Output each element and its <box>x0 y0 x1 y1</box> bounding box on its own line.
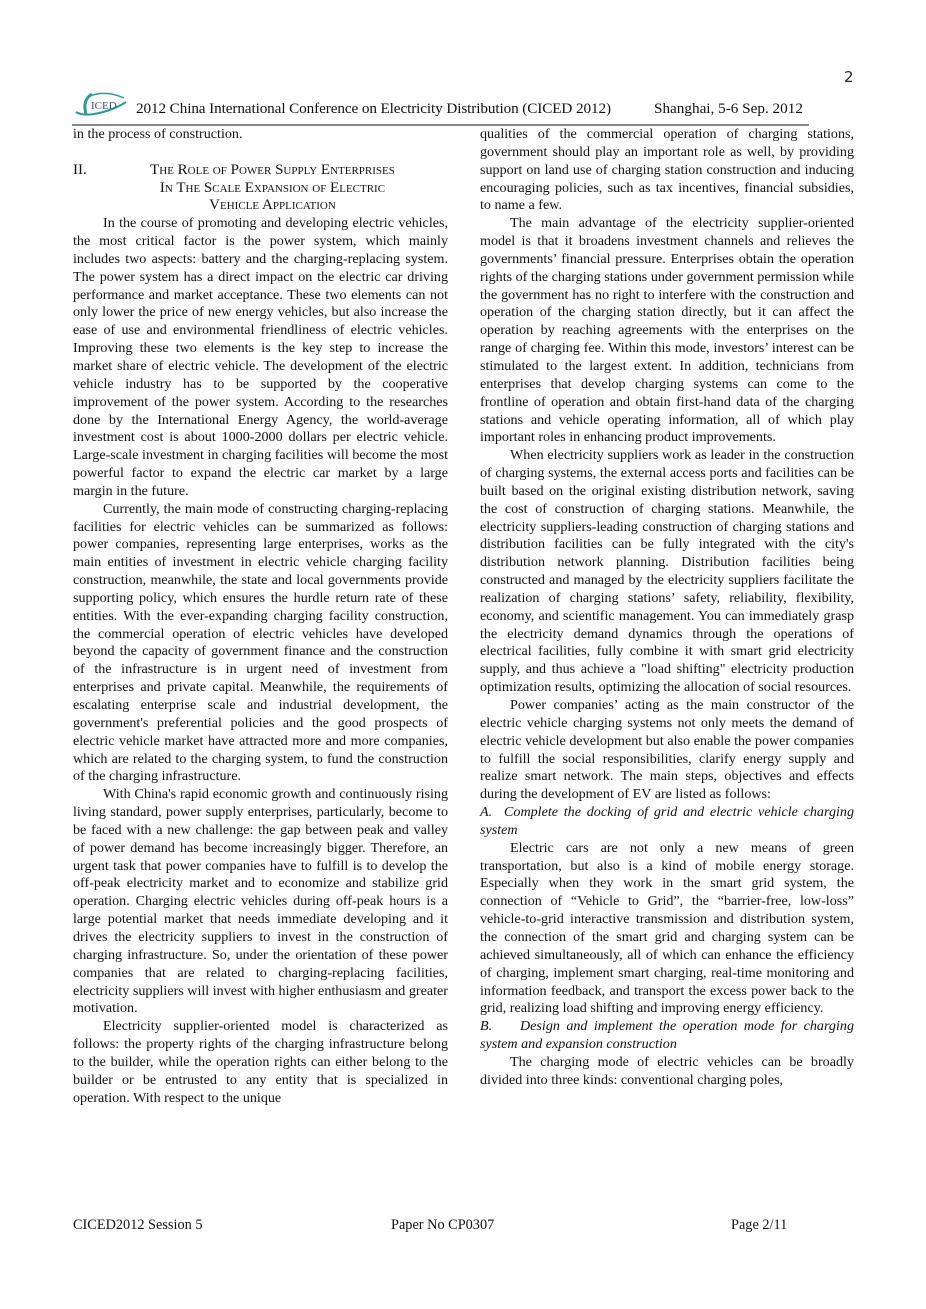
paragraph: Electricity supplier-oriented model is characterized as follows: the property rights of the charging infrastructure belong to the builder, while the operation rights can either belong to the builder or be entrusted to any entity that is specialized in operation. With respect to the unique <box>73 1018 448 1106</box>
subsection-letter: A. <box>480 804 493 821</box>
paragraph: Electric cars are not only a new means of green transportation, but also is a kind of mobile energy storage. Especially when they work in the smart grid system, the connection of “Vehicle to Grid”, the “barrier-free, low-loss” vehicle-to-grid interactive transmission and distribution system, the connection of the smart grid and charging system can be achieved simultaneously, all of which can enhance the efficiency of charging, implement smart charging, real-time monitoring and information feedback, and transport the excess power back to the grid, realizing load shifting and improving energy efficiency. <box>480 839 854 1017</box>
right-column <box>480 126 854 1090</box>
subsection-title: Complete the docking of grid and electric vehicle charging system <box>480 804 854 838</box>
footer-page: Page 2/11 <box>731 1217 788 1233</box>
conference-title: 2012 China International Conference on Electricity Distribution (CICED 2012) <box>136 100 611 117</box>
left-column <box>73 126 448 1107</box>
section-heading <box>73 162 448 215</box>
logo-text: ICED <box>91 100 117 112</box>
subsection-heading-b <box>480 1018 854 1054</box>
continuation-text: in the process of construction. <box>73 126 243 142</box>
footer-paper-number: Paper No CP0307 <box>391 1217 495 1233</box>
section-title-line: In The Scale Expansion of Electric <box>159 179 386 196</box>
paragraph: With China's rapid economic growth and continuously rising living standard, power supply enterprises, particularly, become to be faced with a new challenge: the gap between peak and valley of power demand has become increasingly bigger. Therefore, an urgent task that power companies have to fulfill is to develop the off-peak electricity market and to economize and stabilize grid operation. Charging electric vehicles during off-peak hours is a large potential market that needs immediate developing and it drives the electricity suppliers to invest in the construction of charging infrastructure. So, under the orientation of these power companies that are related to charging-replacing facilities, electricity suppliers will invest with higher enthusiasm and greater motivation. <box>73 786 448 1017</box>
subsection-heading-a <box>480 804 854 840</box>
footer-session: CICED2012 Session 5 <box>73 1217 203 1233</box>
subsection-title: Design and implement the operation mode for charging system and expansion construction <box>480 1018 854 1053</box>
paragraph: The charging mode of electric vehicles can be broadly divided into three kinds: conventional charging poles, <box>480 1053 854 1088</box>
conference-location-date: Shanghai, 5-6 Sep. 2012 <box>654 100 803 117</box>
section-title-line: Vehicle Application <box>209 197 336 214</box>
paragraph: Currently, the main mode of constructing charging-replacing facilities for electric vehicles can be summarized as follows: power companies, representing large enterprises, works as the main entities of investment in electric vehicle charging facility construction, meanwhile, the state and local governments provide supporting policy, which ensures the hurdle return rate of these entities. With the ever-expanding charging facility construction, the commercial operation of electric vehicles have developed beyond the capacity of government finance and the construction of the infrastructure is in urgent need of investment from enterprises and private capital. Meanwhile, the requirements of escalating enterprise scale and industrial development, the government's preferential policies and the good prospects of electric vehicle market have attracted more and more companies, which are related to the charging system, to fund the construction of the charging infrastructure. <box>73 500 448 785</box>
paragraph: When electricity suppliers work as leader in the construction of charging systems, the external access ports and facilities can be built based on the original existing distribution network, saving the cost of construction of charging stations. Meanwhile, the electricity suppliers-leading construction of charging stations and distribution facilities can be fully integrated with the city's distribution network planning. Distribution facilities being constructed and managed by the electricity suppliers facilitate the realization of charging stations’ safety, reliability, flexibility, economy, and scientific management. You can immediately grasp the electricity demand dynamics through the operations of electrical facilities, fully combine it with smart grid electricity supply, and thus achieve a "load shifting" electricity production optimization results, optimizing the allocation of social resources. <box>480 447 854 696</box>
section-title-line: The Role of Power Supply Enterprises <box>150 161 395 178</box>
page-number: 2 <box>844 68 854 86</box>
ciced-logo-icon <box>72 90 130 120</box>
continuation-text: qualities of the commercial operation of charging stations, government should play an important role as well, by providing support on land use of charging station construction and inducing encouraging policies, such as tax incentives, financial subsidies, to name a few. <box>480 126 854 214</box>
paragraph: The main advantage of the electricity supplier-oriented model is that it broadens investment channels and relieves the governments’ financial pressure. Enterprises obtain the operation rights of the charging stations under government permission while the government has no right to interfere with the construction and operation of the charging station directly, but it can affect the operation by reaching agreements with the enterprises on the range of charging fee. Within this mode, investors’ interest can be stimulated to the largest extent. In addition, technicians from enterprises that develop charging systems can come to the frontline of operation and obtain first-hand data of the charging stations and vehicle operating information, all of which play important roles in enhancing product improvements. <box>480 215 854 446</box>
page-header <box>72 90 808 124</box>
paragraph: Power companies’ acting as the main constructor of the electric vehicle charging systems not only meets the demand of electric vehicle development but also enable the power companies to fulfill the social responsibilities, clarify energy supply and realize smart network. The main steps, objectives and effects during the development of EV are listed as follows: <box>480 697 854 803</box>
section-number: II. <box>73 161 87 178</box>
paragraph: In the course of promoting and developing electric vehicles, the most critical factor is the power system, which mainly includes two aspects: battery and the charging-replacing system. The power system has a direct impact on the electric car driving performance and market acceptance. These two elements can not only lower the price of new energy vehicles, but also increase the ease of use and environmental friendliness of electric vehicles. Improving these two elements is the key step to increase the market share of electric vehicle. The development of the electric vehicle industry has to be supported by the cooperative improvement of the power system. According to the researches done by the International Energy Agency, the world-average investment cost is about 1000-2000 dollars per electric vehicle. Large-scale investment in charging facilities will become the most powerful factor to expand the electric car market by a large margin in the future. <box>73 215 448 499</box>
subsection-letter: B. <box>480 1018 493 1035</box>
